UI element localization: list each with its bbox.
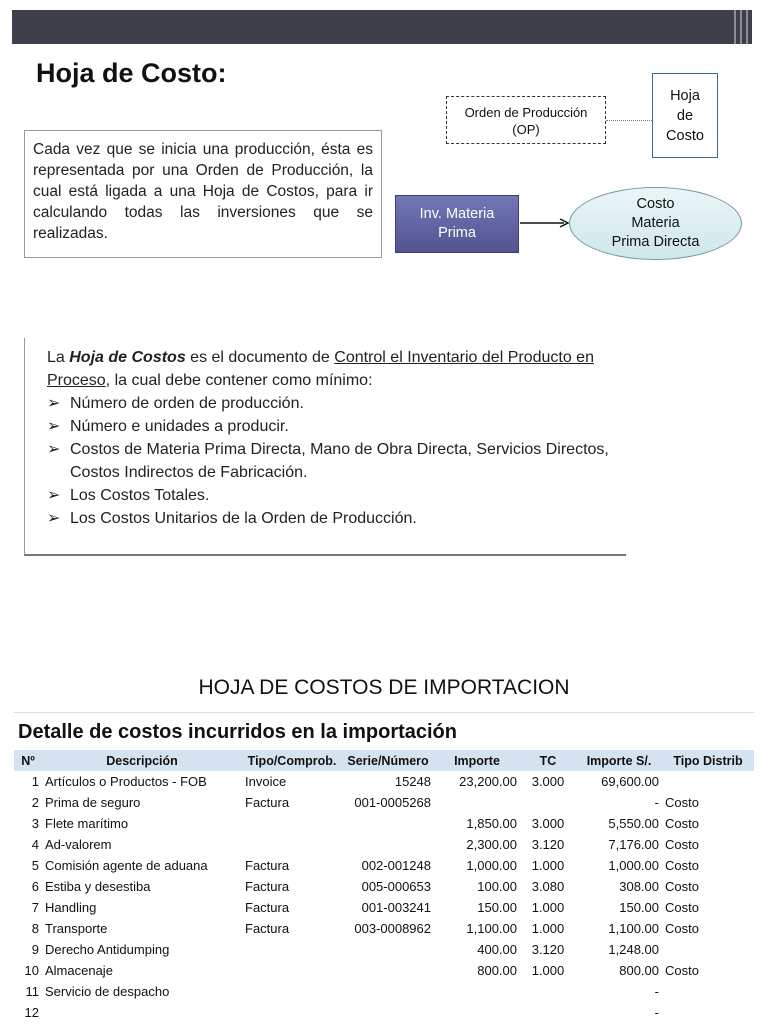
import-cost-table — [14, 750, 754, 1023]
cell-number: 7 — [31, 900, 39, 915]
table-heading: Detalle de costos incurridos en la importación — [14, 712, 754, 750]
cell-amount-soles: - — [654, 984, 659, 999]
cell-amount-soles: 7,176.00 — [608, 837, 659, 852]
cell-exchange-rate: 1.000 — [531, 900, 565, 915]
cell-amount — [434, 792, 520, 813]
cell-amount: 150.00 — [477, 900, 517, 915]
op-label-line2: (OP) — [512, 122, 540, 137]
requirement-item: ➢ Número de orden de producción. — [47, 392, 626, 415]
requirement-item: ➢ Los Costos Unitarios de la Orden de Producción. — [47, 507, 626, 530]
definition-mid: es el documento de — [185, 349, 335, 366]
cell-exchange-rate: 3.000 — [531, 816, 565, 831]
column-header: Importe — [434, 750, 520, 771]
costo-materia-prima-ellipse — [569, 187, 742, 260]
cell-exchange-rate — [520, 981, 576, 1002]
cell-amount: 1,100.00 — [466, 921, 517, 936]
cell-exchange-rate: 3.120 — [531, 942, 565, 957]
table-row — [14, 918, 754, 939]
cell-description: Derecho Antidumping — [45, 942, 170, 957]
cell-amount-soles: 1,000.00 — [608, 858, 659, 873]
cell-distribution-type: Costo — [665, 837, 699, 852]
cell-distribution-type: Costo — [665, 879, 699, 894]
cell-voucher-type — [242, 960, 342, 981]
cell-exchange-rate: 3.080 — [531, 879, 565, 894]
cell-series: 15248 — [394, 774, 431, 789]
cell-number: 11 — [25, 984, 39, 999]
cell-description: Almacenaje — [45, 963, 113, 978]
requirements-list — [47, 392, 626, 530]
column-header: TC — [520, 750, 576, 771]
cell-number: 8 — [31, 921, 39, 936]
cell-distribution-type — [662, 981, 754, 1002]
column-header: Tipo/Comprob. — [242, 750, 342, 771]
cell-amount: 1,000.00 — [466, 858, 517, 873]
definition-term: Hoja de Costos — [69, 349, 186, 366]
hoja-label-line1: Hoja — [670, 88, 700, 104]
cell-number: 12 — [24, 1005, 39, 1020]
cell-amount: 1,850.00 — [466, 816, 517, 831]
definition-paragraph — [47, 346, 626, 392]
intro-text-box: Cada vez que se inicia una producción, ésta es representada por una Orden de Producción, la cual está ligada a una Hoja de Costos, para ir calculando todas las inversiones que se realizadas. — [24, 130, 382, 258]
cell-distribution-type: Costo — [665, 921, 699, 936]
inv-label-line2: Prima — [438, 225, 476, 241]
cell-amount: 100.00 — [477, 879, 517, 894]
cell-series: 001-003241 — [361, 900, 431, 915]
cell-exchange-rate: 1.000 — [531, 921, 565, 936]
cell-number: 10 — [24, 963, 39, 978]
cell-distribution-type: Costo — [665, 858, 699, 873]
cell-voucher-type — [242, 1002, 342, 1023]
cell-amount — [434, 1002, 520, 1023]
cell-amount-soles: 69,600.00 — [601, 774, 659, 789]
top-banner — [12, 10, 752, 44]
table-row — [14, 834, 754, 855]
cell-voucher-type: Factura — [245, 900, 290, 915]
cell-voucher-type — [242, 939, 342, 960]
cell-voucher-type: Invoice — [245, 774, 287, 789]
cell-series: 002-001248 — [361, 858, 431, 873]
cell-amount-soles: 1,248.00 — [608, 942, 659, 957]
cell-exchange-rate: 1.000 — [531, 858, 565, 873]
hoja-label-line3: Costo — [666, 128, 704, 144]
banner-stripe — [740, 10, 742, 44]
requirement-item: ➢ Los Costos Totales. — [47, 484, 626, 507]
cell-description: Transporte — [45, 921, 108, 936]
cell-description: Flete marítimo — [45, 816, 129, 831]
cell-exchange-rate — [520, 1002, 576, 1023]
cell-description — [42, 1002, 242, 1023]
cell-distribution-type — [662, 1002, 754, 1023]
cell-distribution-type: Costo — [665, 963, 699, 978]
table-row — [14, 771, 754, 792]
cell-distribution-type: Costo — [665, 795, 699, 810]
cell-amount: 2,300.00 — [466, 837, 517, 852]
import-section-title: HOJA DE COSTOS DE IMPORTACION — [198, 676, 570, 699]
cell-amount-soles: 1,100.00 — [608, 921, 659, 936]
cell-series — [342, 981, 434, 1002]
op-to-hoja-connector — [606, 120, 652, 121]
column-header: Tipo Distrib — [662, 750, 754, 771]
orden-produccion-box — [446, 96, 606, 144]
table-header-row — [14, 750, 754, 771]
cell-series — [342, 939, 434, 960]
cell-voucher-type: Factura — [245, 858, 290, 873]
table-row — [14, 939, 754, 960]
cell-voucher-type — [242, 813, 342, 834]
cell-amount — [434, 981, 520, 1002]
table-row — [14, 855, 754, 876]
banner-stripe — [746, 10, 748, 44]
cell-number: 1 — [31, 774, 39, 789]
cell-number: 4 — [31, 837, 39, 852]
cell-number: 5 — [31, 858, 39, 873]
costo-label-line1: Costo — [636, 196, 675, 212]
table-row — [14, 876, 754, 897]
cell-series — [342, 960, 434, 981]
definition-prefix: La — [47, 349, 70, 366]
cell-description: Handling — [45, 900, 97, 915]
cell-distribution-type: Costo — [665, 816, 699, 831]
cell-series: 003-0008962 — [354, 921, 431, 936]
cell-amount: 800.00 — [477, 963, 517, 978]
table-row — [14, 1002, 754, 1023]
cell-amount: 23,200.00 — [459, 774, 517, 789]
cell-description: Ad-valorem — [45, 837, 112, 852]
cell-voucher-type — [242, 981, 342, 1002]
cell-exchange-rate: 1.000 — [531, 963, 565, 978]
table-row — [14, 792, 754, 813]
cell-number: 3 — [31, 816, 39, 831]
column-header: Nº — [14, 750, 42, 771]
cell-voucher-type: Factura — [245, 795, 290, 810]
cell-amount-soles: 800.00 — [619, 963, 659, 978]
cell-amount-soles: - — [654, 795, 659, 810]
arrow-icon — [520, 216, 572, 230]
import-cost-table-wrap — [14, 712, 754, 1023]
cell-distribution-type — [662, 771, 754, 792]
cell-number: 6 — [31, 879, 39, 894]
cell-voucher-type: Factura — [245, 921, 290, 936]
cell-distribution-type — [662, 939, 754, 960]
column-header: Descripción — [42, 750, 242, 771]
requirement-item: ➢ Número e unidades a producir. — [47, 415, 626, 438]
cell-exchange-rate: 3.120 — [531, 837, 565, 852]
cell-exchange-rate: 3.000 — [531, 774, 565, 789]
cell-amount-soles: - — [654, 1005, 659, 1020]
definition-suffix: , la cual debe contener como mínimo: — [105, 372, 373, 389]
table-row — [14, 813, 754, 834]
column-header: Importe S/. — [576, 750, 662, 771]
slide-title: Hoja de Costo: — [36, 58, 227, 88]
cell-series — [342, 834, 434, 855]
table-row — [14, 960, 754, 981]
costo-label-line2: Materia — [631, 215, 680, 231]
cell-description: Servicio de despacho — [45, 984, 170, 999]
table-row — [14, 981, 754, 1002]
inv-materia-prima-box — [395, 195, 519, 253]
table-body — [14, 771, 754, 1023]
cell-description: Artículos o Productos - FOB — [45, 774, 207, 789]
cell-description: Prima de seguro — [45, 795, 141, 810]
cell-amount: 400.00 — [477, 942, 517, 957]
costo-label-line3: Prima Directa — [611, 234, 700, 250]
banner-stripe — [734, 10, 736, 44]
cell-number: 9 — [31, 942, 39, 957]
cell-distribution-type: Costo — [665, 900, 699, 915]
definition-box — [24, 338, 626, 556]
inv-label-line1: Inv. Materia — [419, 206, 495, 222]
cell-exchange-rate — [520, 792, 576, 813]
op-label-line1: Orden de Producción — [464, 105, 588, 120]
table-row — [14, 897, 754, 918]
cell-series — [342, 1002, 434, 1023]
hoja-de-costo-box — [652, 73, 718, 158]
cell-number: 2 — [31, 795, 39, 810]
cell-description: Estiba y desestiba — [45, 879, 151, 894]
cell-amount-soles: 5,550.00 — [608, 816, 659, 831]
hoja-label-line2: de — [676, 108, 694, 124]
cell-voucher-type: Factura — [245, 879, 290, 894]
requirement-item: ➢ Costos de Materia Prima Directa, Mano de Obra Directa, Servicios Directos, Costos Indirectos de Fabricación. — [47, 438, 626, 484]
cell-series — [342, 813, 434, 834]
definition-underlined: Control el Inventario del Producto en Proceso — [47, 349, 594, 389]
cell-series: 001-0005268 — [354, 795, 431, 810]
cell-description: Comisión agente de aduana — [45, 858, 208, 873]
cell-voucher-type — [242, 834, 342, 855]
cell-series: 005-000653 — [361, 879, 431, 894]
column-header: Serie/Número — [342, 750, 434, 771]
cell-amount-soles: 308.00 — [619, 879, 659, 894]
cell-amount-soles: 150.00 — [619, 900, 659, 915]
